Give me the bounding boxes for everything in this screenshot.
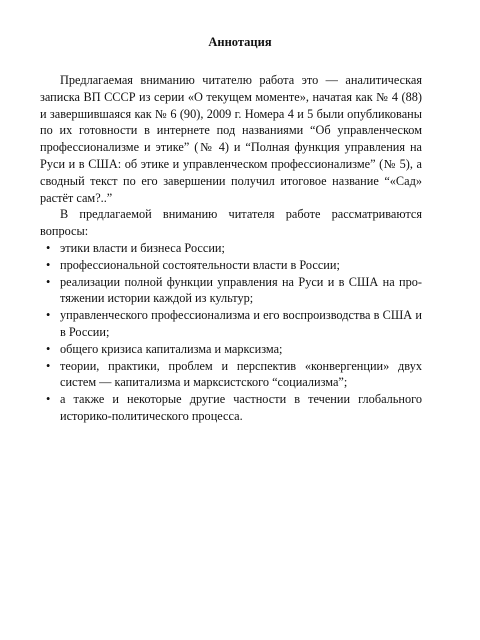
list-item [40, 274, 422, 308]
list-item-text: а также и некоторые другие частности в течении глобального историко-политического процесса. [60, 392, 422, 423]
annotation-body [40, 72, 422, 425]
list-item-text: управленческого профессионализма и его воспроизводства в США и в России; [60, 308, 422, 339]
list-item [40, 341, 422, 358]
list-item-text: этики власти и бизнеса России; [60, 240, 225, 255]
bullet-icon: • [46, 341, 51, 356]
bullet-icon: • [46, 308, 51, 323]
topics-lead-paragraph: В предлагаемой вниманию читателя работе рассматриваются вопросы: [40, 207, 422, 239]
list-item [40, 240, 422, 257]
intro-paragraph: Предлагаемая вниманию читателю работа это — аналитическая записка ВП СССР из серии «О текущем моменте», начатая как № 4 (88) и завершившаяся как № 6 (90), 2009 г. Номера 4 и 5 были опубликованы по их готовности в интернете под названиями “Об управленческом профессионализме и этике” (№ 4) и “Полная функция управления на Руси и в США: об этике и управленческом профессионализме” (№ 5), а сводный текст по его завершении получил итоговое название “«Сад» растёт сам?..” [40, 73, 422, 205]
topics-list [40, 240, 422, 425]
bullet-icon: • [46, 257, 51, 272]
list-item-text: профессиональной состоятельности власти в России; [60, 257, 340, 272]
list-item [40, 391, 422, 425]
bullet-icon: • [46, 392, 51, 407]
list-item [40, 257, 422, 274]
list-item-text: реализации полной функции управления на Руси и в США на протяжении истории каждой из культур; [60, 274, 422, 306]
list-item [40, 307, 422, 341]
list-item [40, 358, 422, 392]
bullet-icon: • [46, 240, 51, 255]
bullet-icon: • [46, 358, 51, 373]
bullet-icon: • [46, 274, 51, 289]
list-item-text: общего кризиса капитализма и марксизма; [60, 341, 283, 356]
annotation-title: Аннотация [208, 35, 272, 49]
list-item-text: теории, практики, проблем и перспектив «конвергенции» двух систем — капитализма и марксистского “социализма”; [60, 358, 422, 390]
